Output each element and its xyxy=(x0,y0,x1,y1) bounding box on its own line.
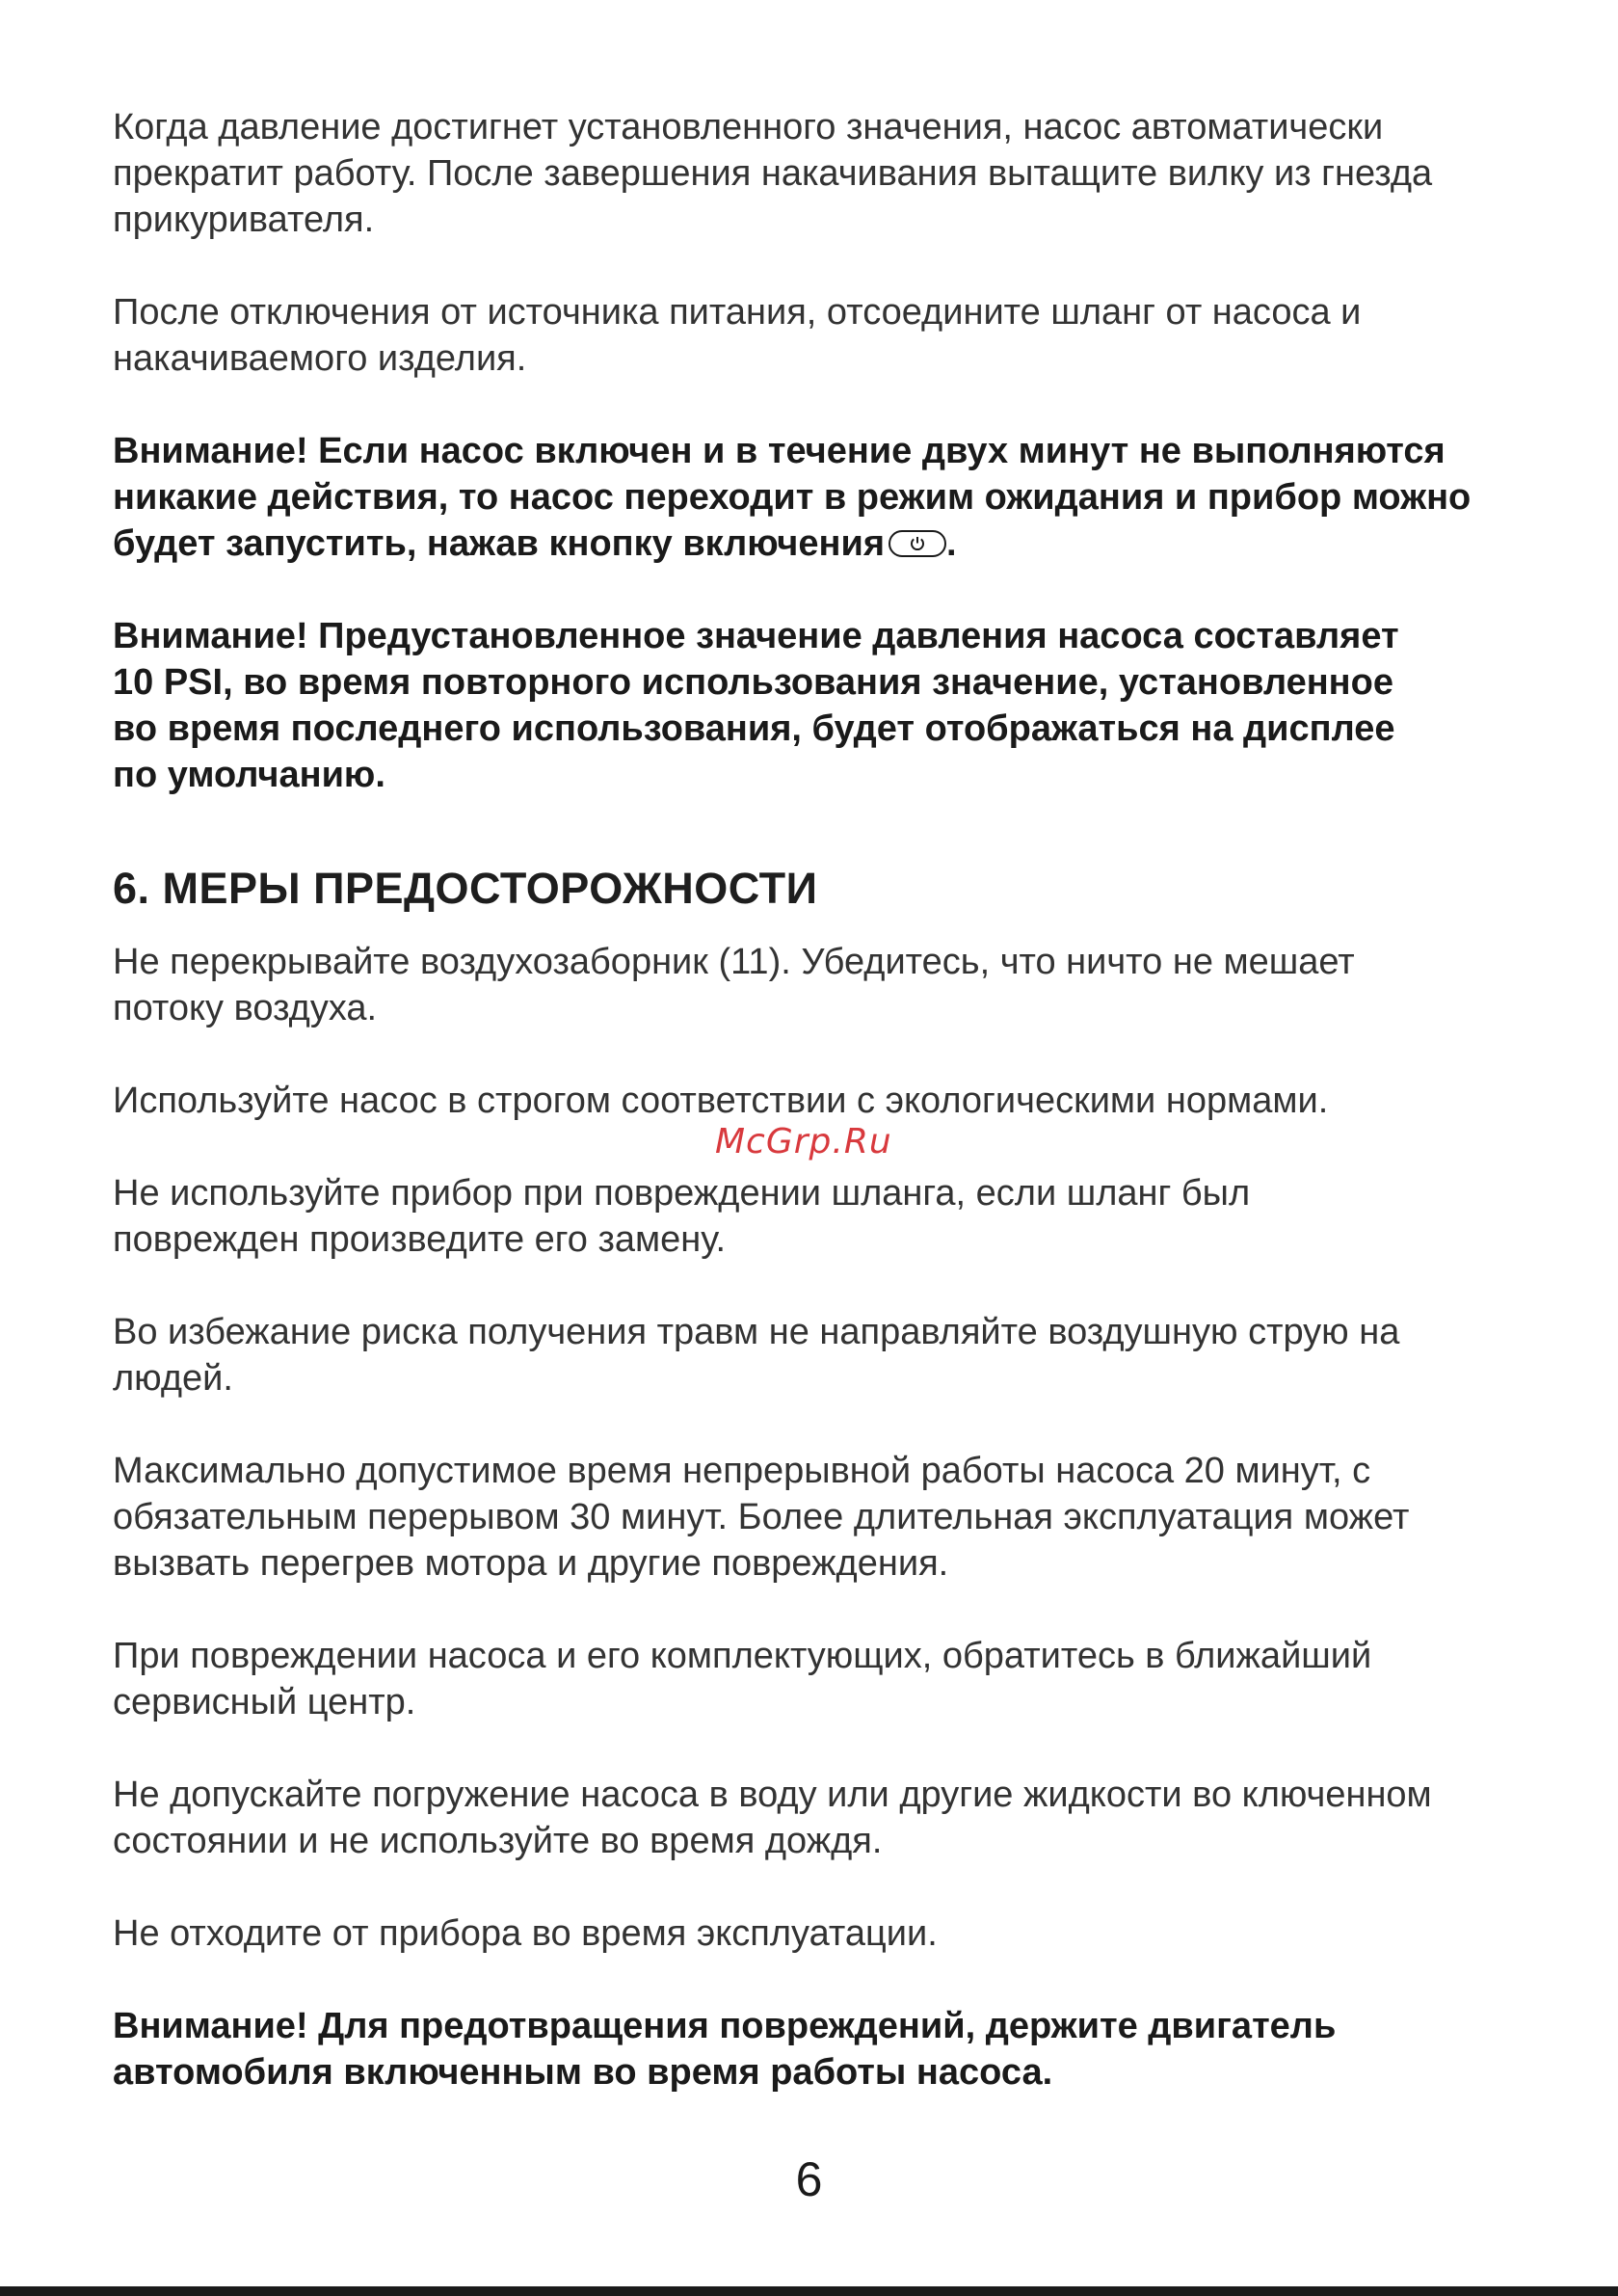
precaution-item: Не используйте прибор при повреждении шланга, если шланг был поврежден произведите его замену. xyxy=(113,1173,1251,1260)
power-button-icon xyxy=(889,530,946,557)
precaution-item: При повреждении насоса и его комплектующих, обратитесь в ближайший сервисный центр. xyxy=(113,1636,1372,1722)
watermark: McGrp.Ru xyxy=(715,1122,892,1161)
precaution-item: Используйте насос в строгом соответствии с экологическими нормами. xyxy=(113,1081,1329,1121)
warning-standby-end: . xyxy=(946,523,957,564)
section-heading: 6. МЕРЫ ПРЕДОСТОРОЖНОСТИ xyxy=(113,864,818,913)
precaution-item: Не отходите от прибора во время эксплуатации. xyxy=(113,1913,938,1954)
paragraph-disconnect: После отключения от источника питания, отсоедините шланг от насоса и накачиваемого изделия. xyxy=(113,292,1362,379)
warning-standby xyxy=(113,428,1491,567)
paragraph-pressure-stop: Когда давление достигнет установленного значения, насос автоматически прекратит работу. После завершения накачивания вытащите вилку из гнезда прикуривателя. xyxy=(113,107,1433,240)
page-content xyxy=(113,104,1520,2096)
precaution-item: Не перекрывайте воздухозаборник (11). Убедитесь, что ничто не мешает потоку воздуха. xyxy=(113,942,1355,1028)
precaution-item: Не допускайте погружение насоса в воду или другие жидкости во ключенном состоянии и не используйте во время дождя. xyxy=(113,1775,1432,1861)
page-number: 6 xyxy=(795,2152,823,2206)
warning-preset-pressure: Внимание! Предустановленное значение давления насоса составляет 10 PSI, во время повторного использования значение, установленное во время последнего использования, будет отображаться на дисплее по умолчанию. xyxy=(113,616,1399,795)
precaution-item: Во избежание риска получения травм не направляйте воздушную струю на людей. xyxy=(113,1312,1400,1399)
precaution-item: Максимально допустимое время непрерывной работы насоса 20 минут, с обязательным перерывом 30 минут. Более длительная эксплуатация может вызвать перегрев мотора и другие повреждения. xyxy=(113,1451,1410,1584)
warning-standby-text: Внимание! Если насос включен и в течение двух минут не выполняются никакие действия, то насос переходит в режим ожидания и прибор можно будет запустить, нажав кнопку включения xyxy=(113,431,1472,564)
warning-engine-running: Внимание! Для предотвращения повреждений, держите двигатель автомобиля включенным во время работы насоса. xyxy=(113,2006,1337,2093)
bottom-border xyxy=(0,2286,1618,2296)
